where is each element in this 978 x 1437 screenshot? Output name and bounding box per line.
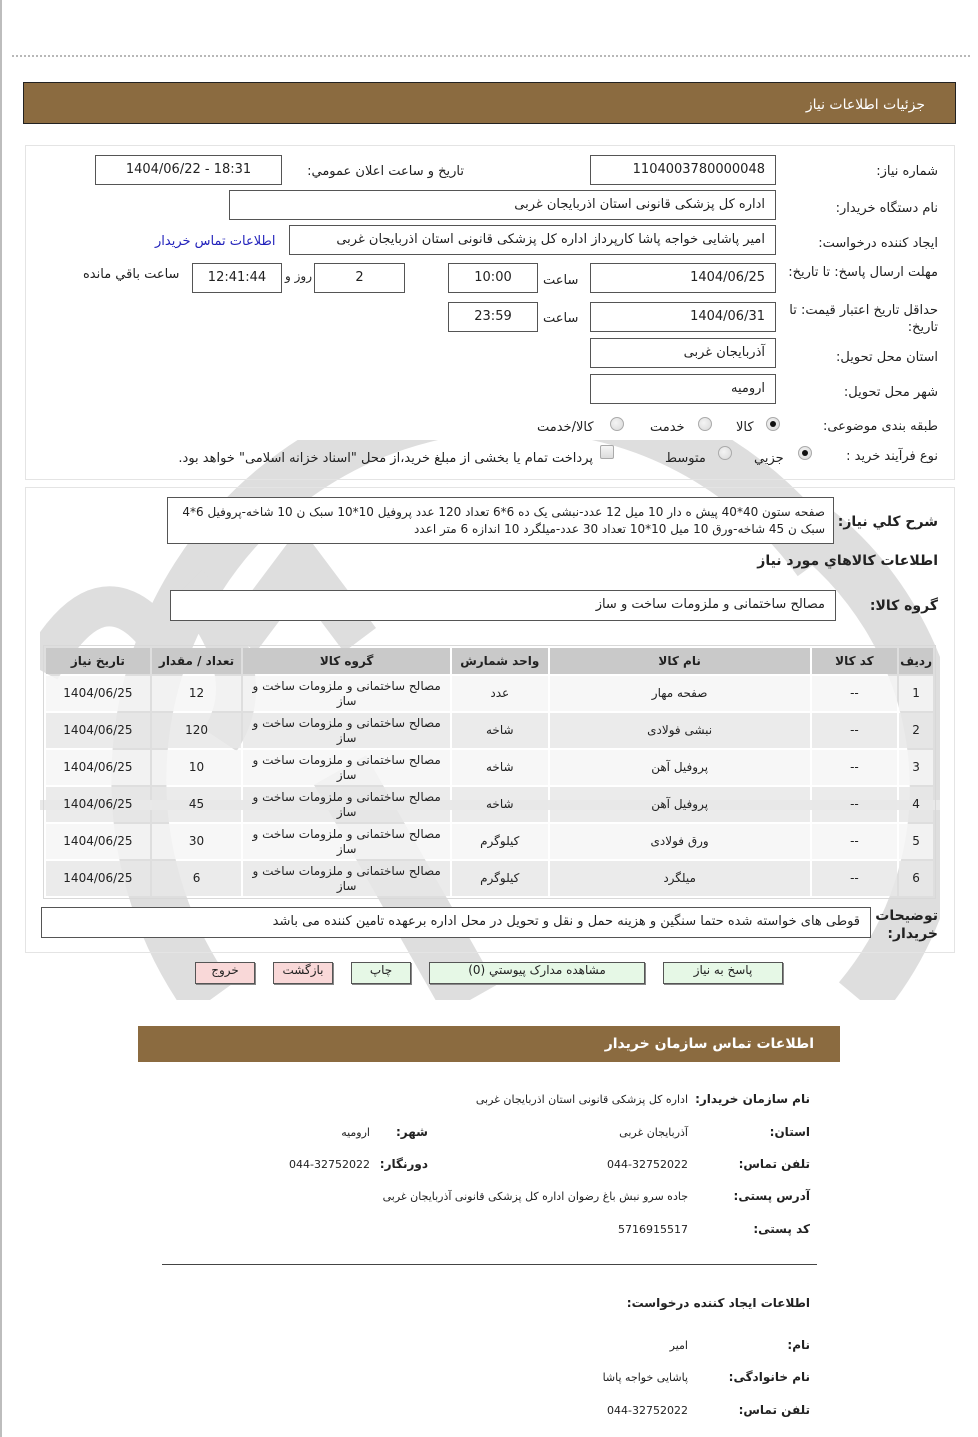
cell-row: 3 bbox=[899, 750, 933, 785]
creator-field: امیر پاشایی خواجه پاشا کارپرداز اداره کل پزشکی قانونی استان اذربایجان غربی bbox=[289, 225, 776, 255]
cell-code: -- bbox=[812, 713, 897, 748]
table-row bbox=[46, 676, 933, 711]
delivery-province-label: استان محل تحویل: bbox=[836, 350, 938, 365]
cell-group: مصالح ساختمانی و ملزومات ساخت و ساز bbox=[243, 676, 450, 711]
cell-group: مصالح ساختمانی و ملزومات ساخت و ساز bbox=[243, 713, 450, 748]
contact-address-label: آدرس پستی: bbox=[733, 1189, 810, 1203]
window-left-edge bbox=[0, 0, 2, 1437]
cell-unit: شاخه bbox=[452, 750, 548, 785]
buyer-org-label: نام دستگاه خریدار: bbox=[835, 201, 938, 216]
table-row bbox=[46, 750, 933, 785]
goods-section-title: اطلاعات كالاهاي مورد نياز bbox=[757, 553, 938, 569]
table-row bbox=[46, 824, 933, 859]
creator-phone-value: 044-32752022 bbox=[607, 1404, 688, 1417]
cell-row: 6 bbox=[899, 861, 933, 896]
contact-fax-value: 044-32752022 bbox=[289, 1158, 370, 1171]
need-number-field: 1104003780000048 bbox=[590, 155, 776, 185]
contact-phone-label: تلفن تماس: bbox=[738, 1157, 810, 1171]
cell-name: میلگرد bbox=[550, 861, 810, 896]
contact-org-value: اداره کل پزشکی قانونی استان اذربایجان غربی bbox=[475, 1093, 688, 1106]
col-group: گروه کالا bbox=[243, 648, 450, 674]
contact-province-value: آذربایجان غربی bbox=[619, 1126, 688, 1139]
col-date: تاریخ نیاز bbox=[46, 648, 150, 674]
cell-date: 1404/06/25 bbox=[46, 713, 150, 748]
cell-date: 1404/06/25 bbox=[46, 787, 150, 822]
goods-group-label: گروه کالا: bbox=[869, 598, 938, 614]
cell-qty: 45 bbox=[152, 787, 242, 822]
cell-row: 2 bbox=[899, 713, 933, 748]
cell-qty: 10 bbox=[152, 750, 242, 785]
contact-postal-value: 5716915517 bbox=[618, 1223, 688, 1236]
contact-postal-label: کد پستی: bbox=[753, 1222, 810, 1236]
buyer-contact-link[interactable]: اطلاعات تماس خریدار bbox=[155, 234, 276, 249]
description-label: شرح كلي نياز: bbox=[837, 514, 938, 530]
contact-address-value: جاده سرو نبش باغ رضوان اداره کل پزشکی قانونی آذربایجان غربی bbox=[382, 1190, 688, 1203]
cell-qty: 120 bbox=[152, 713, 242, 748]
respond-button[interactable]: پاسخ به نیاز bbox=[663, 962, 783, 984]
remaining-days-field: 2 bbox=[314, 263, 405, 293]
days-and-label: روز و bbox=[285, 269, 312, 283]
cell-unit: کیلوگرم bbox=[452, 861, 548, 896]
cell-code: -- bbox=[812, 787, 897, 822]
buyer-org-field: اداره کل پزشکی قانونی استان اذربایجان غربی bbox=[229, 190, 776, 220]
items-table bbox=[43, 645, 936, 899]
response-deadline-label: مهلت ارسال پاسخ: تا تاریخ: bbox=[788, 265, 938, 280]
buyer-notes-label: توضیحات خریدار: bbox=[875, 908, 938, 942]
table-row bbox=[46, 787, 933, 822]
announce-label: تاريخ و ساعت اعلان عمومي: bbox=[307, 164, 464, 179]
need-number-label: شماره نیاز: bbox=[876, 164, 938, 179]
section-divider bbox=[162, 1264, 817, 1265]
cell-date: 1404/06/25 bbox=[46, 861, 150, 896]
delivery-city-label: شهر محل تحویل: bbox=[843, 385, 938, 400]
category-option-service: خدمت bbox=[650, 420, 685, 435]
col-row: رديف bbox=[899, 648, 933, 674]
col-qty: تعداد / مقدار bbox=[152, 648, 242, 674]
cell-date: 1404/06/25 bbox=[46, 824, 150, 859]
price-validity-label: حداقل تاریخ اعتبار قیمت: تا تاریخ: bbox=[789, 303, 938, 335]
cell-name: پروفیل آهن bbox=[550, 750, 810, 785]
price-time-label: ساعت bbox=[543, 311, 579, 326]
process-radio-medium[interactable] bbox=[718, 446, 732, 460]
remaining-time-field: 12:41:44 bbox=[192, 263, 282, 293]
attachments-button[interactable]: مشاهده مدارک پیوستي (0) bbox=[429, 962, 645, 984]
cell-qty: 6 bbox=[152, 861, 242, 896]
price-validity-time-field: 23:59 bbox=[448, 302, 538, 332]
cell-unit: شاخه bbox=[452, 787, 548, 822]
creator-family-label: نام خانوادگی: bbox=[728, 1370, 810, 1384]
contact-province-label: استان: bbox=[769, 1125, 810, 1139]
cell-group: مصالح ساختمانی و ملزومات ساخت و ساز bbox=[243, 787, 450, 822]
cell-group: مصالح ساختمانی و ملزومات ساخت و ساز bbox=[243, 824, 450, 859]
page-title-bar bbox=[23, 82, 956, 124]
category-radio-goods-service[interactable] bbox=[610, 417, 624, 431]
print-button[interactable]: چاپ bbox=[351, 962, 411, 984]
cell-row: 5 bbox=[899, 824, 933, 859]
cell-qty: 30 bbox=[152, 824, 242, 859]
treasury-checkbox-label: پرداخت تمام یا بخشی از مبلغ خرید،از محل "اسناد خزانه اسلامی" خواهد بود. bbox=[178, 451, 593, 466]
creator-name-value: امیر bbox=[669, 1339, 688, 1352]
cell-name: نبشی فولادی bbox=[550, 713, 810, 748]
page-title: جزئیات اطلاعات نیاز bbox=[805, 97, 925, 113]
treasury-checkbox[interactable] bbox=[600, 445, 614, 459]
contact-phone-value: 044-32752022 bbox=[607, 1158, 688, 1171]
cell-name: ورق فولادی bbox=[550, 824, 810, 859]
top-divider bbox=[12, 55, 970, 57]
cell-name: پروفیل آهن bbox=[550, 787, 810, 822]
col-name: نام کالا bbox=[550, 648, 810, 674]
col-code: کد کالا bbox=[812, 648, 897, 674]
buyer-notes-field: قوطی های خواسته شده حتما سنگین و هزینه حمل و نقل و تحویل در محل اداره برعهده تامین کننده می باشد bbox=[41, 907, 871, 938]
contact-title-text: اطلاعات تماس سازمان خریدار bbox=[604, 1036, 814, 1052]
table-row bbox=[46, 713, 933, 748]
response-deadline-time-field: 10:00 bbox=[448, 263, 538, 293]
remaining-label: ساعت باقي مانده bbox=[83, 267, 180, 282]
description-field: صفحه ستون 40*40 پیش ه دار 10 میل 12 عدد-نبشی یک ده 6*6 تعداد 120 عدد پروفیل 10*10 سبک ن 10 شاخه-پروفیل 6*4 سبک ن 45 شاخه-ورق 10 میل 10*10 تعداد 30 عدد-میلگرد 10 اندازه 6 متر اعدد bbox=[167, 497, 834, 544]
cell-unit: شاخه bbox=[452, 713, 548, 748]
contact-section-title bbox=[138, 1026, 840, 1062]
contact-city-value: ارومیه bbox=[341, 1126, 370, 1139]
delivery-city-field: ارومیه bbox=[590, 374, 776, 404]
cell-group: مصالح ساختمانی و ملزومات ساخت و ساز bbox=[243, 861, 450, 896]
contact-org-label: نام سازمان خریدار: bbox=[695, 1092, 810, 1106]
category-radio-service[interactable] bbox=[698, 417, 712, 431]
cell-code: -- bbox=[812, 824, 897, 859]
cell-code: -- bbox=[812, 676, 897, 711]
cell-unit: کیلوگرم bbox=[452, 824, 548, 859]
category-option-goods-service: کالا/خدمت bbox=[537, 420, 594, 435]
cell-unit: عدد bbox=[452, 676, 548, 711]
goods-group-field: مصالح ساختمانی و ملزومات ساخت و ساز bbox=[170, 590, 836, 621]
category-label: طبقه بندی موضوعی: bbox=[822, 419, 938, 434]
contact-fax-label: دورنگار: bbox=[379, 1157, 428, 1171]
process-radio-minor[interactable] bbox=[798, 446, 812, 460]
price-validity-date-field: 1404/06/31 bbox=[590, 302, 776, 332]
contact-city-label: شهر: bbox=[396, 1125, 428, 1139]
process-label: نوع فرآیند خرید : bbox=[846, 449, 938, 464]
category-radio-goods[interactable] bbox=[766, 417, 780, 431]
process-option-minor: جزيي bbox=[754, 451, 784, 466]
creator-family-value: پاشایی خواجه پاشا bbox=[602, 1371, 688, 1384]
cell-code: -- bbox=[812, 750, 897, 785]
cell-qty: 12 bbox=[152, 676, 242, 711]
announce-datetime-field: 1404/06/22 - 18:31 bbox=[95, 155, 282, 185]
cell-row: 1 bbox=[899, 676, 933, 711]
exit-button[interactable]: خروج bbox=[195, 962, 255, 984]
category-option-goods: کالا bbox=[736, 420, 754, 435]
response-deadline-date-field: 1404/06/25 bbox=[590, 263, 776, 293]
process-option-medium: متوسط bbox=[665, 451, 706, 466]
col-unit: واحد شمارش bbox=[452, 648, 548, 674]
cell-name: صفحه مهار bbox=[550, 676, 810, 711]
cell-group: مصالح ساختمانی و ملزومات ساخت و ساز bbox=[243, 750, 450, 785]
creator-name-label: نام: bbox=[787, 1338, 810, 1352]
response-time-label: ساعت bbox=[543, 273, 579, 288]
creator-label: ایجاد کننده درخواست: bbox=[818, 236, 938, 251]
creator-phone-label: تلفن تماس: bbox=[738, 1403, 810, 1417]
back-button[interactable]: بازگشت bbox=[273, 962, 333, 984]
creator-info-title: اطلاعات ایجاد کننده درخواست: bbox=[626, 1296, 810, 1310]
table-header-row bbox=[46, 648, 933, 674]
cell-code: -- bbox=[812, 861, 897, 896]
cell-date: 1404/06/25 bbox=[46, 750, 150, 785]
table-row bbox=[46, 861, 933, 896]
cell-date: 1404/06/25 bbox=[46, 676, 150, 711]
cell-row: 4 bbox=[899, 787, 933, 822]
delivery-province-field: آذربایجان غربی bbox=[590, 338, 776, 368]
